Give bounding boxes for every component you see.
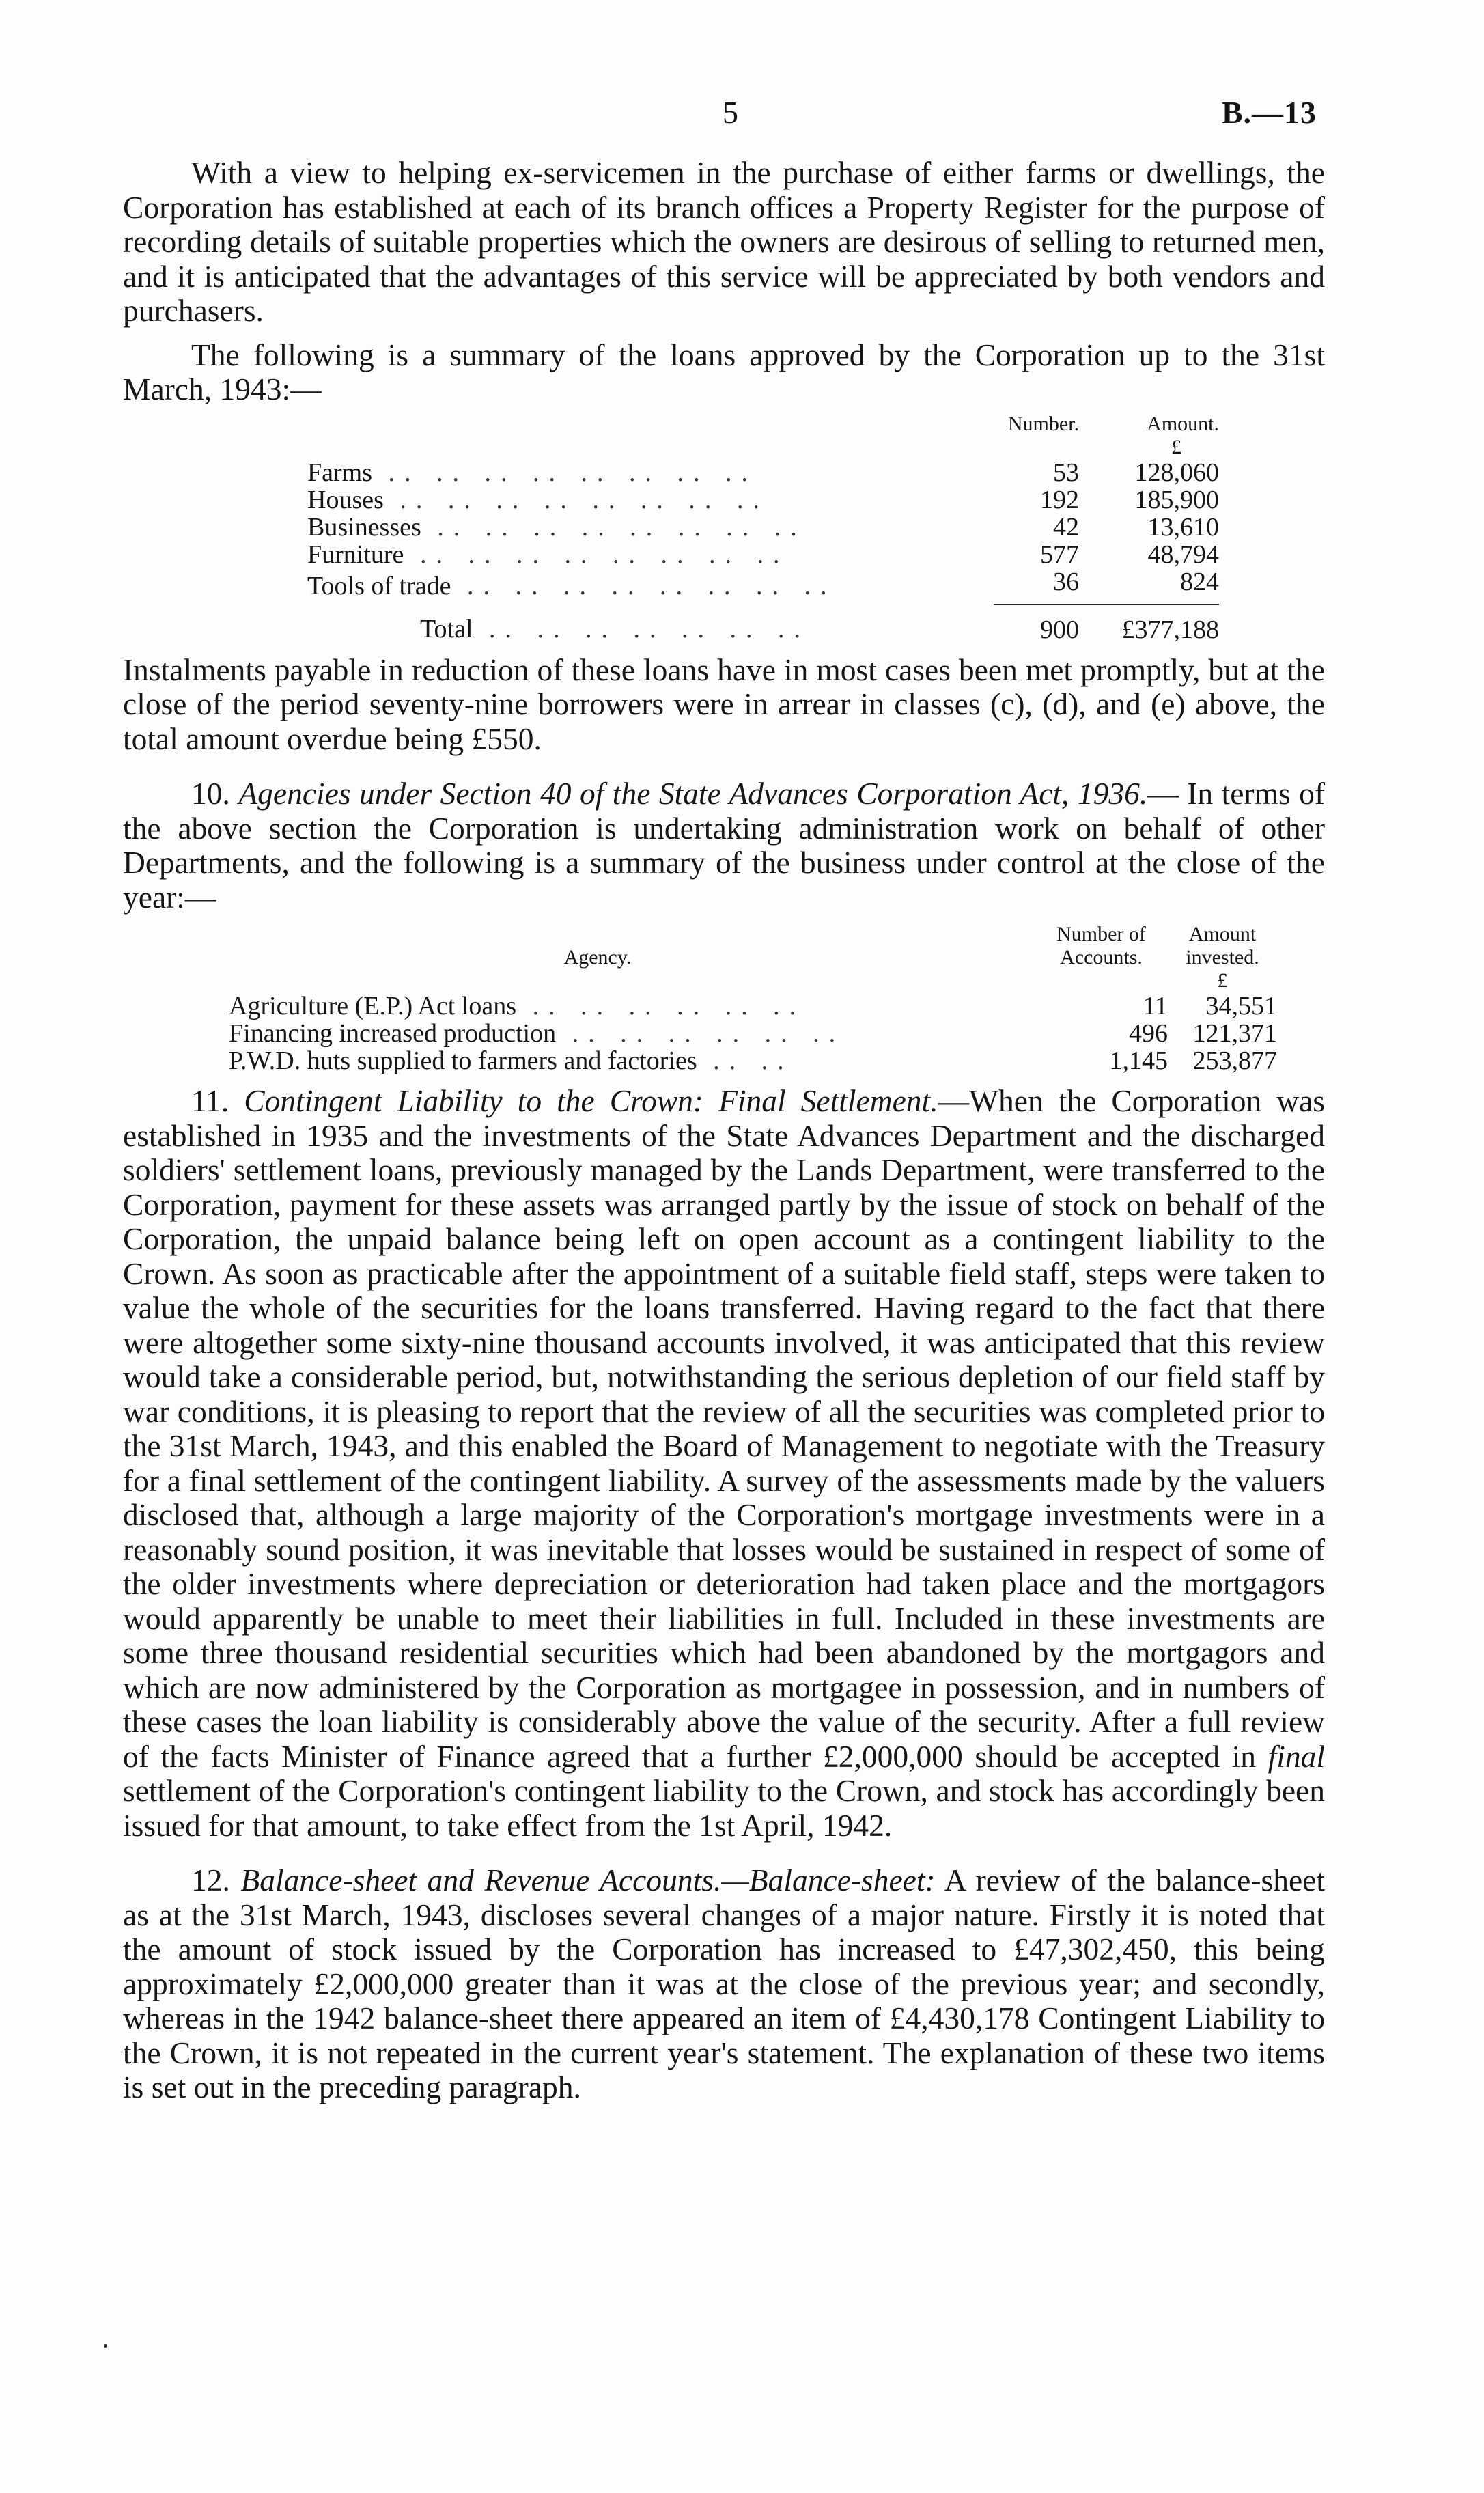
agency-col-accounts: Number of Accounts. [1056, 923, 1146, 969]
loans-row-amount: 185,900 [1134, 485, 1219, 514]
loans-row-number: 53 [1053, 458, 1079, 487]
loans-col-number: Number. [1007, 412, 1079, 435]
loans-total-label: Total [420, 615, 473, 643]
loans-row-label: Businesses [307, 513, 421, 541]
loans-row-amount: 13,610 [1147, 512, 1219, 542]
loans-row-amount: 48,794 [1147, 540, 1219, 569]
loans-row-number: 36 [994, 568, 1079, 604]
agency-row-amount: 121,371 [1192, 1019, 1277, 1048]
loans-row-amount: 824 [1079, 568, 1219, 604]
document-body [123, 156, 1325, 2105]
loans-row-number: 42 [1053, 512, 1079, 542]
page-number: 5 [723, 95, 738, 130]
agency-currency: £ [1217, 969, 1228, 992]
agency-row-label: Financing increased production [229, 1020, 557, 1047]
agency-row: P.W.D. huts supplied to farmers and factories .. .. 1,145 253,877 [229, 1046, 1277, 1075]
agency-row: Agriculture (E.P.) Act loans .. .. .. .. .. .. 11 34,551 [229, 992, 1277, 1020]
loans-row-number: 577 [1040, 540, 1079, 569]
agency-row-accounts: 11 [1143, 992, 1168, 1020]
loans-col-amount: Amount. [1147, 412, 1219, 435]
loans-row: Tools of trade .. .. .. .. .. .. .. .. 36 824 [307, 568, 1219, 604]
loans-summary-table [307, 413, 1219, 643]
section-11-text-a: —When the Corporation was established in 1935 and the investments of the State Advances Department and the discharged soldiers' settlement loans, previously managed by the Lands Department, were transferred to the Corporation, payment for these assets was arranged partly by the issue of stock on behalf of the Corporation, the unpaid balance being left on open account as a contingent liability to the Crown. As soon as practicable after the appointment of a suitable field staff, steps were taken to value the whole of the securities for the loans transferred. Having regard to the fact that there were altogether some sixty-nine thousand accounts involved, it was anticipated that this review would take a considerable period, but, notwithstanding the serious depletion of our field staff by war conditions, it is pleasing to report that the review of all the securities was completed prior to the 31st March, 1943, and this enabled the Board of Management to negotiate with the Treasury for a final settlement of the contingent liability. A survey of the assessments made by the valuers disclosed that, although a large majority of the Corporation's mortgage investments were in a reasonably sound position, it was inevitable that losses would be sustained in respect of some of the older investments where depreciation or deterioration had taken place and the mortgagors would apparently be unable to meet their liabilities in full. Included in these investments are some three thousand residential securities which had been abandoned by the mortgagors and which are now administered by the Corporation as mortgagee in possession, and in numbers of these cases the loan liability is considerably above the value of the security. After a full review of the facts Minister of Finance agreed that a further £2,000,000 should be accepted in [123, 1083, 1326, 1774]
agency-row-accounts: 1,145 [1109, 1046, 1168, 1075]
agency-row-amount: 253,877 [1192, 1046, 1277, 1075]
agency-row-label: P.W.D. huts supplied to farmers and factories [229, 1047, 697, 1074]
section-10-text: — In terms of the above section the Corporation is undertaking administration work on behalf of other Departments, and the following is a summary of the business under control at the close of the year:— [123, 776, 1326, 915]
agency-col-invested: Amount invested. [1186, 923, 1259, 969]
section-11-number: 11. [191, 1083, 229, 1118]
section-10-number: 10. [191, 776, 230, 811]
loans-row-label: Tools of trade [307, 572, 451, 600]
margin-dot [104, 2344, 107, 2348]
agency-row-label: Agriculture (E.P.) Act loans [229, 992, 517, 1020]
loans-row-label: Furniture [307, 540, 404, 568]
loans-row-number: 192 [1040, 485, 1079, 514]
section-11-final: final [1268, 1738, 1326, 1774]
agency-col-agency: Agency. [563, 946, 632, 969]
section-12-title: Balance-sheet and Revenue Accounts.—Balance-sheet: [240, 1863, 936, 1897]
agency-table [229, 923, 1277, 1074]
loans-row: Farms .. .. .. .. .. .. .. .. 53 128,060 [307, 458, 1219, 487]
section-11 [123, 1084, 1325, 1843]
section-12-number: 12. [191, 1863, 230, 1897]
agency-row: Financing increased production .. .. .. .. .. .. 496 121,371 [229, 1019, 1277, 1048]
paragraph-instalments: Instalments payable in reduction of these loans have in most cases been met promptly, but at the close of the period seventy-nine borrowers were in arrear in classes (c), (d), and (e) above, the total amount overdue being £550. [123, 652, 1325, 756]
loans-total-row: Total .. .. .. .. .. .. .. 900 £377,188 [307, 604, 1219, 643]
loans-row: Houses .. .. .. .. .. .. .. .. 192 185,900 [307, 485, 1219, 514]
section-11-text-b: settlement of the Corporation's contingent liability to the Crown, and stock has accordingly been issued for that amount, to take effect from the 1st April, 1942. [123, 1773, 1325, 1843]
loans-total-amount: £377,188 [1121, 615, 1219, 644]
loans-row: Businesses .. .. .. .. .. .. .. .. 42 13,610 [307, 512, 1219, 542]
loans-currency: £ [1171, 435, 1181, 458]
paragraph-property-register: With a view to helping ex-servicemen in the purchase of either farms or dwellings, the Corporation has established at each of its branch offices a Property Register for the purpose of recording details of suitable properties which the owners are desirous of selling to returned men, and it is anticipated that the advantages of this service will be appreciated by both vendors and purchasers. [123, 155, 1325, 328]
agency-row-amount: 34,551 [1205, 992, 1277, 1020]
agency-row-accounts: 496 [1129, 1019, 1168, 1048]
loans-row-label: Houses [307, 486, 384, 514]
loans-total-number: 900 [1040, 615, 1079, 644]
section-11-title: Contingent Liability to the Crown: Final Settlement. [244, 1083, 938, 1118]
section-12-text: A review of the balance-sheet as at the 31st March, 1943, discloses several changes of a major nature. Firstly it is noted that the amount of stock issued by the Corporation has increased to £47,302,450, this being approximately £2,000,000 greater than it was at the close of the previous year; and secondly, whereas in the 1942 balance-sheet there appeared an item of £4,430,178 Contingent Liability to the Crown, it is not repeated in the current year's statement. The explanation of these two items is set out in the preceding paragraph. [123, 1863, 1325, 2104]
section-10 [123, 777, 1325, 915]
paragraph-loans-intro: The following is a summary of the loans approved by the Corporation up to the 31st March, 1943:— [123, 337, 1325, 406]
loans-row-amount: 128,060 [1134, 458, 1219, 487]
section-10-title: Agencies under Section 40 of the State Advances Corporation Act, 1936. [238, 776, 1148, 811]
section-12 [123, 1863, 1325, 2105]
loans-row-label: Farms [307, 458, 372, 486]
document-reference: B.—13 [1221, 95, 1317, 130]
loans-row: Furniture .. .. .. .. .. .. .. .. 577 48,794 [307, 540, 1219, 569]
